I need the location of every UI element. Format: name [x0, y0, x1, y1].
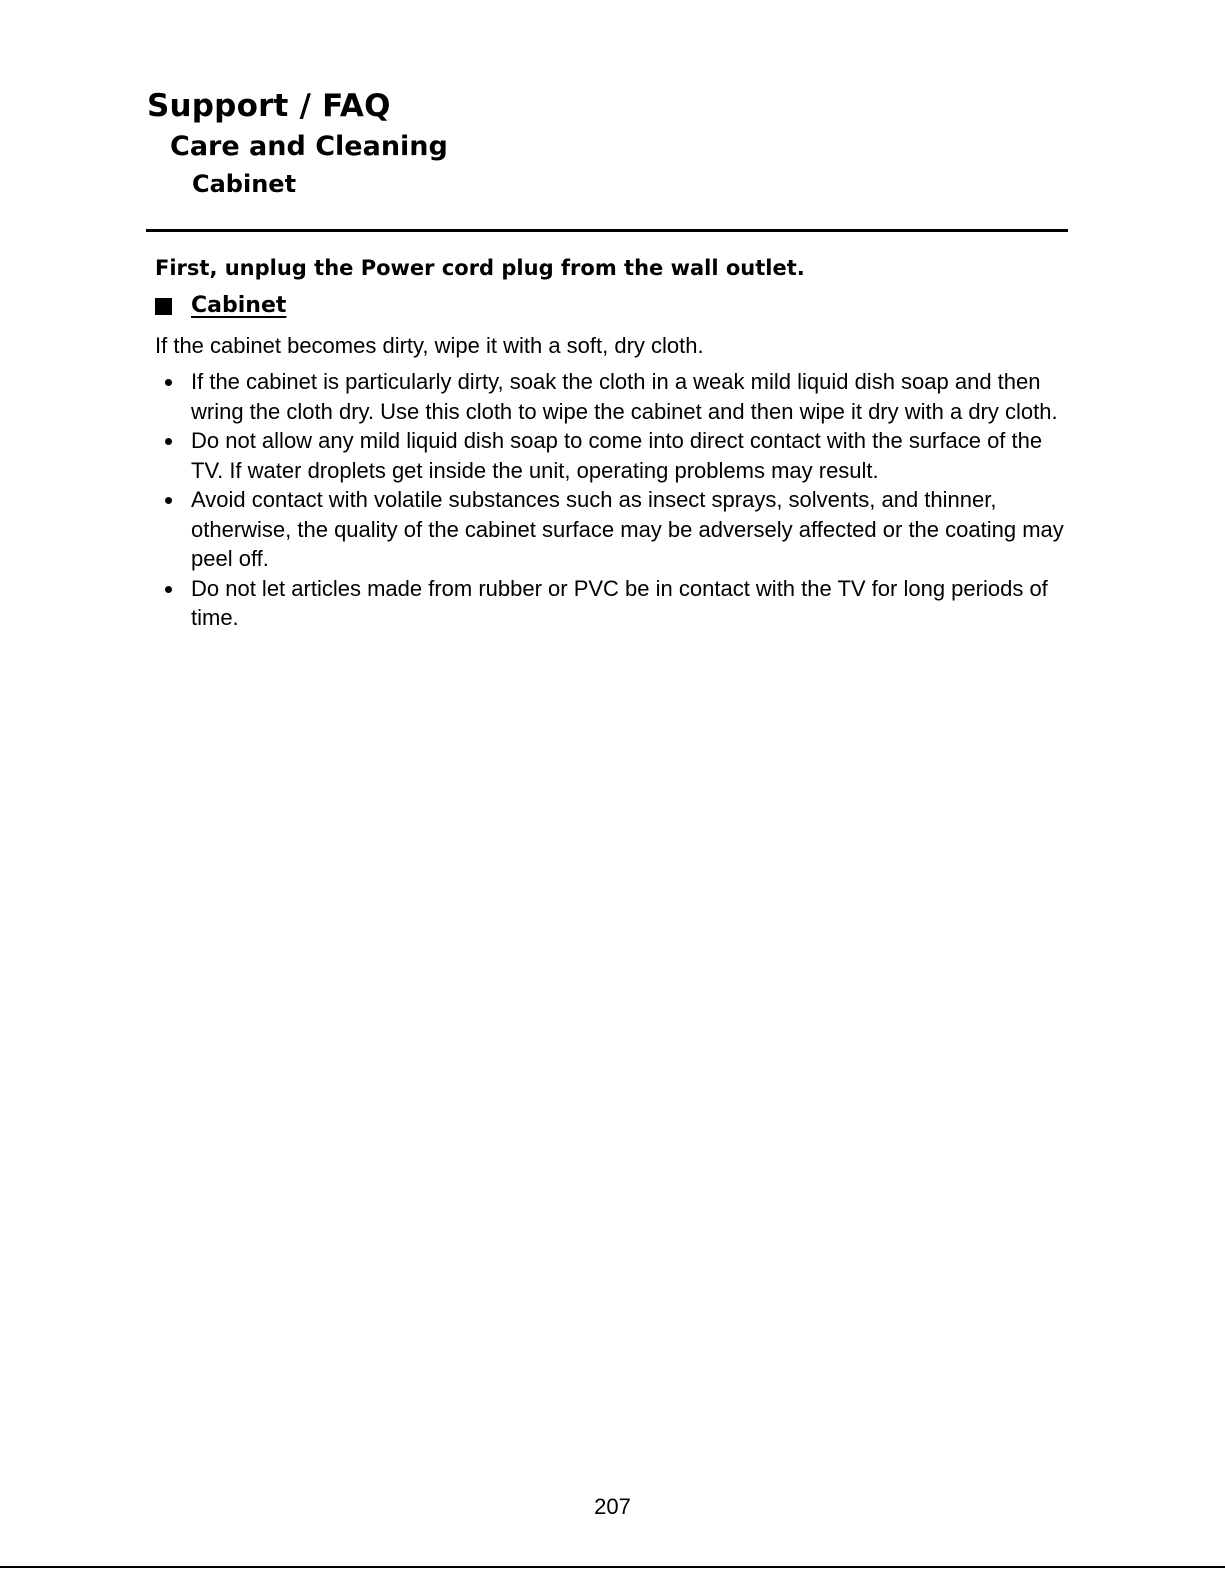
header-divider	[146, 229, 1068, 232]
list-item	[155, 367, 1070, 426]
page-number: 207	[594, 1494, 631, 1519]
page-subtitle: Care and Cleaning	[170, 131, 448, 162]
intro-text: If the cabinet becomes dirty, wipe it with a soft, dry cloth.	[155, 333, 704, 358]
page-title: Support / FAQ	[147, 88, 391, 124]
list-item	[155, 574, 1070, 633]
black-square-icon	[155, 298, 172, 315]
list-item-text: If the cabinet is particularly dirty, soak the cloth in a weak mild liquid dish soap and then wring the cloth dry. Use this cloth to wipe the cabinet and then wipe it dry with a dry cloth.	[191, 369, 1058, 424]
list-item-text: Avoid contact with volatile substances such as insect sprays, solvents, and thinner, otherwise, the quality of the cabinet surface may be adversely affected or the coating may peel off.	[191, 487, 1064, 571]
bullet-icon	[165, 497, 172, 504]
section-heading	[155, 293, 286, 319]
bullet-list	[155, 367, 1070, 633]
warning-text: First, unplug the Power cord plug from the wall outlet.	[155, 256, 805, 280]
list-item	[155, 485, 1070, 574]
list-item	[155, 426, 1070, 485]
list-item-text: Do not let articles made from rubber or PVC be in contact with the TV for long periods of time.	[191, 575, 1048, 630]
section-label: Cabinet	[191, 293, 287, 318]
page-bottom-border	[0, 1566, 1225, 1568]
bullet-icon	[165, 379, 172, 386]
list-item-text: Do not allow any mild liquid dish soap to come into direct contact with the surface of the TV. If water droplets get inside the unit, operating problems may result.	[191, 428, 1043, 483]
bullet-icon	[165, 586, 172, 593]
bullet-icon	[165, 438, 172, 445]
page-subsubtitle: Cabinet	[192, 170, 297, 198]
